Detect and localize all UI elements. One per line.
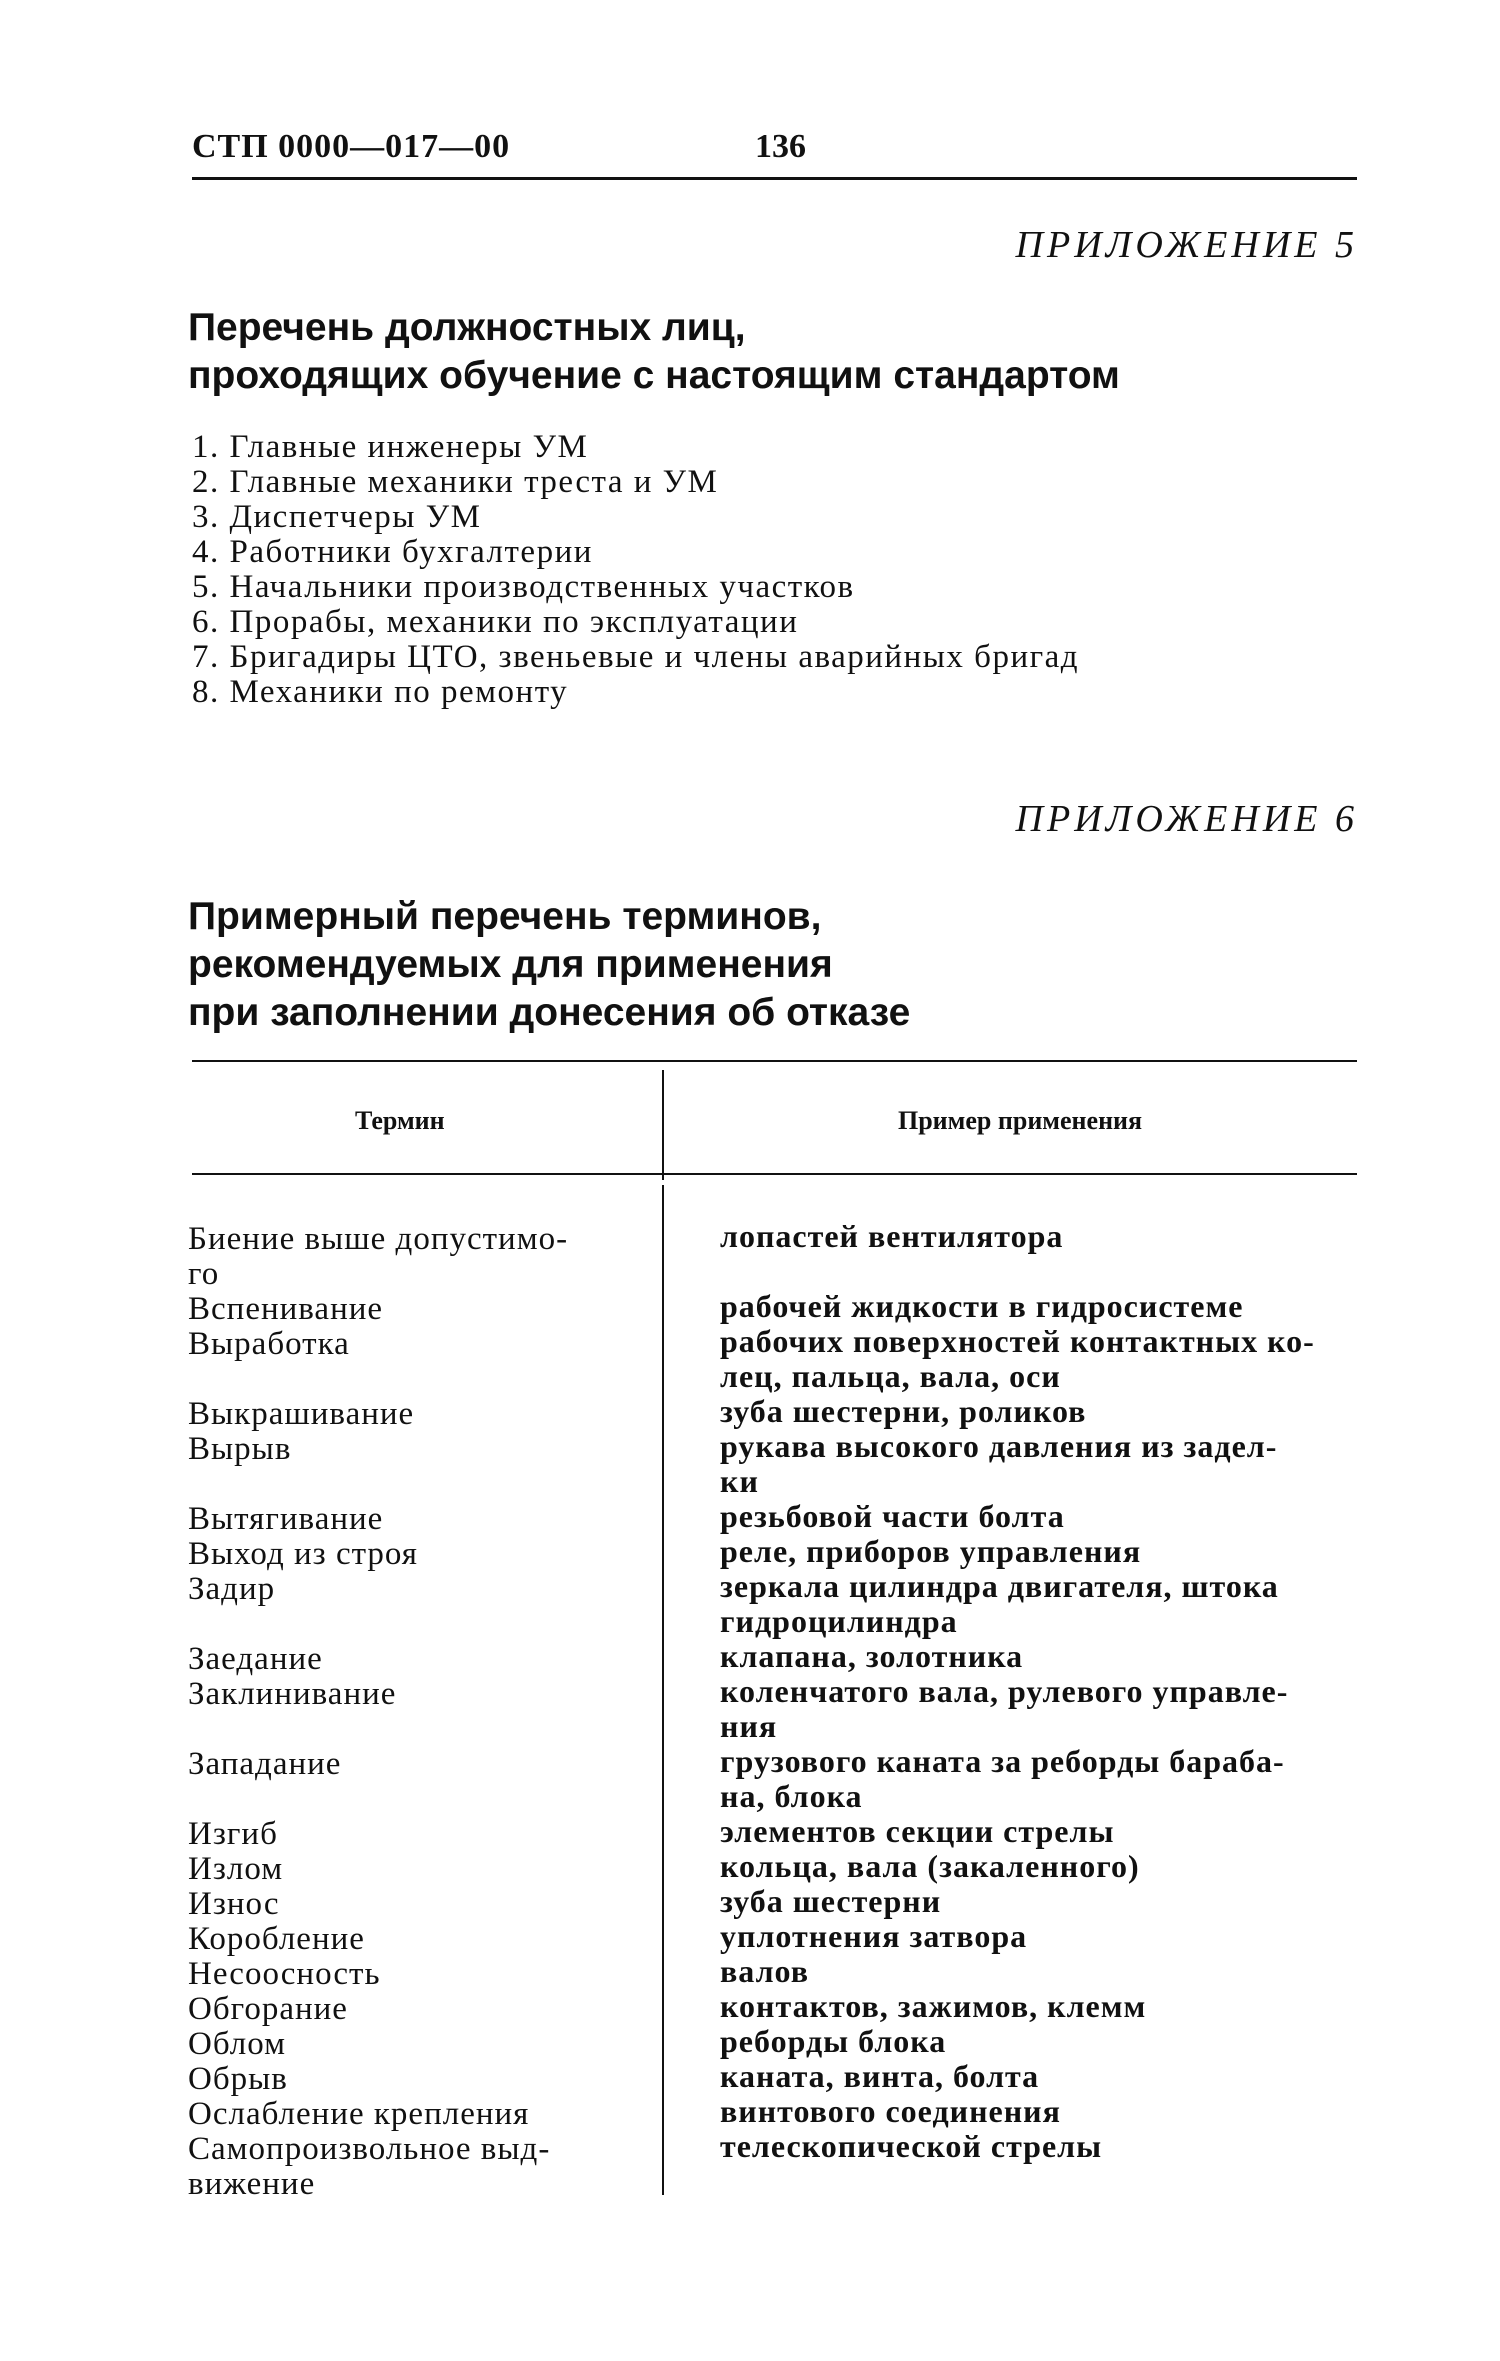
table-cell-example: клапана, золотника — [720, 1638, 1024, 1674]
title-line: Перечень должностных лиц, — [188, 306, 746, 349]
title-line: при заполнении донесения об отказе — [188, 991, 911, 1034]
table-cell-term: Заедание — [188, 1641, 323, 1677]
table-cell-term: Выкрашивание — [188, 1396, 415, 1432]
table-cell-term: Вспенивание — [188, 1291, 384, 1327]
appendix-6-label: ПРИЛОЖЕНИЕ 6 — [1015, 798, 1358, 840]
appendix-5-label: ПРИЛОЖЕНИЕ 5 — [1015, 224, 1358, 266]
title-line: проходящих обучение с настоящим стандартом — [188, 354, 1120, 397]
table-cell-example: грузового каната за реборды бараба- на, блока — [720, 1743, 1285, 1814]
table-cell-example: рукава высокого давления из задел- ки — [720, 1428, 1278, 1499]
column-header-term: Термин — [355, 1106, 445, 1135]
list-item: 6. Прорабы, механики по эксплуатации — [192, 604, 799, 640]
table-cell-example: элементов секции стрелы — [720, 1813, 1115, 1849]
table-cell-term: Несоосность — [188, 1956, 381, 1992]
table-cell-term: Обгорание — [188, 1991, 348, 2027]
page-number: 136 — [755, 128, 806, 165]
table-cell-example: кольца, вала (закаленного) — [720, 1848, 1140, 1884]
column-header-example: Пример применения — [898, 1106, 1143, 1135]
table-cell-term: Заклинивание — [188, 1676, 397, 1712]
appendix-6-title — [188, 893, 910, 1037]
table-cell-example: реле, приборов управления — [720, 1533, 1142, 1569]
table-cell-example: рабочей жидкости в гидросистеме — [720, 1288, 1244, 1324]
table-cell-term: Выработка — [188, 1326, 350, 1362]
table-cell-term: Биение выше допустимо- го — [188, 1221, 569, 1292]
document-code: СТП 0000—017—00 — [192, 128, 511, 165]
table-cell-example: зеркала цилиндра двигателя, штока гидроцилиндра — [720, 1568, 1279, 1639]
table-cell-example: реборды блока — [720, 2023, 947, 2059]
table-cell-example: рабочих поверхностей контактных ко- лец, пальца, вала, оси — [720, 1323, 1315, 1394]
table-cell-term: Выход из строя — [188, 1536, 418, 1572]
table-cell-example: винтового соединения — [720, 2093, 1061, 2129]
list-item: 8. Механики по ремонту — [192, 674, 569, 710]
terms-column — [188, 1222, 628, 2202]
table-cell-term: Ослабление крепления — [188, 2096, 530, 2132]
table-cell-term: Коробление — [188, 1921, 365, 1957]
table-column-divider — [662, 1185, 664, 2195]
table-cell-term: Задир — [188, 1571, 276, 1607]
table-cell-example: уплотнения затвора — [720, 1918, 1028, 1954]
table-cell-term: Изгиб — [188, 1816, 278, 1852]
header-divider — [192, 177, 1357, 180]
table-cell-example: контактов, зажимов, клемм — [720, 1988, 1147, 2024]
table-cell-term: Вытягивание — [188, 1501, 384, 1537]
list-item: 3. Диспетчеры УМ — [192, 499, 482, 535]
list-item: 7. Бригадиры ЦТО, звеньевые и члены аварийных бригад — [192, 639, 1080, 675]
appendix-5-title — [188, 304, 1120, 400]
list-item: 2. Главные механики треста и УМ — [192, 464, 719, 500]
list-item: 4. Работники бухгалтерии — [192, 534, 593, 570]
table-cell-example: лопастей вентилятора — [720, 1218, 1064, 1254]
list-item: 5. Начальники производственных участков — [192, 569, 855, 605]
table-cell-term: Износ — [188, 1886, 280, 1922]
table-cell-example: зуба шестерни — [720, 1883, 942, 1919]
table-cell-term: Западание — [188, 1746, 342, 1782]
table-cell-example: коленчатого вала, рулевого управле- ния — [720, 1673, 1289, 1744]
table-header-divider — [662, 1070, 664, 1180]
table-cell-example: каната, винта, болта — [720, 2058, 1040, 2094]
list-item: 1. Главные инженеры УМ — [192, 429, 589, 465]
table-cell-term: Обрыв — [188, 2061, 288, 2097]
personnel-list — [192, 430, 1079, 710]
examples-column — [720, 1219, 1360, 2199]
title-line: Примерный перечень терминов, — [188, 895, 822, 938]
table-top-rule — [192, 1060, 1357, 1062]
table-cell-example: валов — [720, 1953, 809, 1989]
table-cell-term: Вырыв — [188, 1431, 292, 1467]
table-header-rule — [192, 1173, 1357, 1175]
table-cell-term: Излом — [188, 1851, 284, 1887]
title-line: рекомендуемых для применения — [188, 943, 833, 986]
table-cell-example: телескопической стрелы — [720, 2128, 1103, 2164]
table-cell-term: Самопроизвольное выд- вижение — [188, 2131, 551, 2202]
table-cell-term: Облом — [188, 2026, 287, 2062]
table-cell-example: резьбовой части болта — [720, 1498, 1065, 1534]
table-cell-example: зуба шестерни, роликов — [720, 1393, 1087, 1429]
